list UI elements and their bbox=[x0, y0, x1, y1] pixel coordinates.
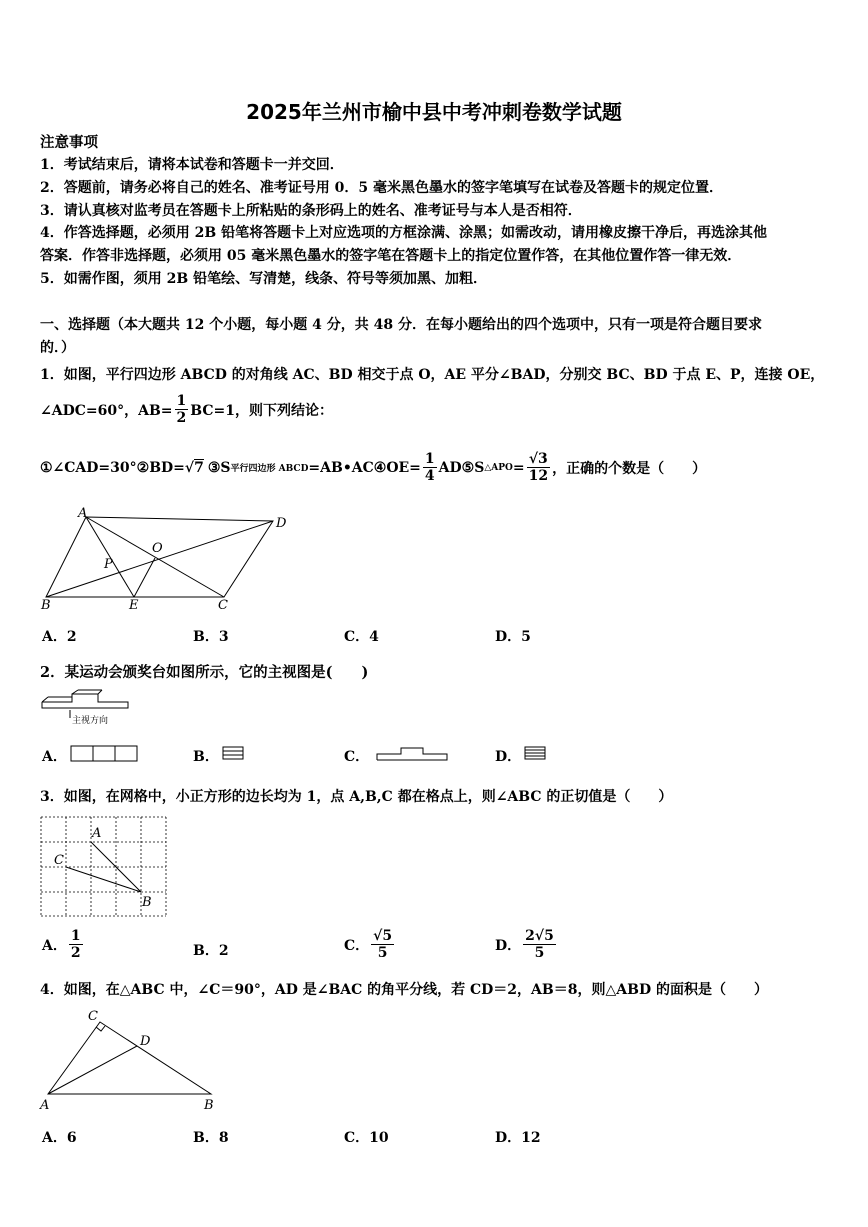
numerator: 2√5 bbox=[525, 928, 554, 944]
q4-option-c[interactable]: C．10 bbox=[344, 1130, 389, 1146]
option-c-shape bbox=[375, 744, 450, 764]
label-d: D bbox=[140, 1034, 151, 1049]
q2-option-d[interactable]: D． bbox=[495, 749, 522, 765]
label-b: B bbox=[204, 1098, 214, 1113]
section-heading-cont: 的．） bbox=[40, 340, 75, 356]
segment-cb bbox=[66, 867, 141, 892]
podium-edge bbox=[98, 690, 102, 694]
q1-tail: ，正确的个数是（ ） bbox=[552, 460, 707, 477]
q4-stem: 4．如图，在△ABC 中，∠C＝90°，AD 是∠BAC 的角平分线，若 CD＝2，AB＝8，则△ABD 的面积是（ ） bbox=[40, 982, 768, 998]
q1-c5-eq: = bbox=[512, 459, 525, 476]
triangle-figure bbox=[38, 1005, 228, 1115]
denominator: 5 bbox=[534, 945, 545, 961]
label-b: B bbox=[41, 598, 51, 613]
q1-c3-sub: 平行四边形 ABCD bbox=[230, 464, 309, 474]
triangle-abc bbox=[48, 1022, 211, 1094]
podium-front bbox=[42, 694, 128, 708]
label-a: A bbox=[78, 506, 88, 521]
notice-item: 1．考试结束后，请将本试卷和答题卡一并交回． bbox=[40, 157, 344, 173]
label-a: A bbox=[92, 826, 102, 841]
q1-option-b[interactable]: B．3 bbox=[193, 629, 229, 645]
q2-option-b[interactable]: B． bbox=[193, 749, 219, 765]
numerator: 1 bbox=[176, 393, 187, 409]
option-letter: B． bbox=[193, 943, 219, 959]
fraction bbox=[523, 928, 556, 961]
label-c: C bbox=[54, 853, 64, 868]
option-a-shape bbox=[70, 744, 140, 764]
podium-edge bbox=[42, 697, 48, 702]
numerator: √5 bbox=[373, 928, 393, 944]
outer-rect bbox=[223, 747, 243, 759]
sqrt-value: 7 bbox=[194, 460, 204, 476]
denominator: 2 bbox=[176, 410, 187, 426]
q3-option-d[interactable] bbox=[495, 928, 558, 961]
q1-stem: 1．如图，平行四边形 ABCD 的对角线 AC、BD 相交于点 O，AE 平分∠BAD，分别交 BC、BD 于点 E、P，连接 OE， bbox=[40, 367, 825, 383]
q1-conclusions bbox=[40, 451, 706, 484]
fraction bbox=[423, 451, 437, 484]
section-heading: 一、选择题（本大题共 12 个小题，每小题 4 分，共 48 分．在每小题给出的四个选项中，只有一项是符合题目要求 bbox=[40, 317, 762, 333]
label-e: E bbox=[129, 598, 139, 613]
q1-c1: ①∠CAD=30°②BD= bbox=[40, 459, 185, 476]
fraction bbox=[371, 928, 394, 961]
notice-item: 答案．作答非选择题，必须用 05 毫米黑色墨水的签字笔在答题卡上的指定位置作答，在其他位置作答一律无效． bbox=[40, 248, 742, 264]
notice-heading: 注意事项 bbox=[40, 134, 98, 151]
option-d-shape bbox=[524, 746, 548, 762]
notice-item: 4．作答选择题，必须用 2B 铅笔将答题卡上对应选项的方框涂满、涂黑；如需改动，请用橡皮擦干净后，再选涂其他 bbox=[40, 225, 768, 241]
segment-ad bbox=[48, 1046, 137, 1094]
q1-c3b: =AB•AC④OE= bbox=[308, 459, 421, 476]
notice-item: 3．请认真核对监考员在答题卡上所粘贴的条形码上的姓名、准考证号与本人是否相符． bbox=[40, 203, 582, 219]
sqrt-sign: √ bbox=[184, 459, 195, 476]
q1-text: BC=1，则下列结论： bbox=[190, 402, 333, 419]
q3-option-c[interactable] bbox=[344, 928, 396, 961]
right-angle-mark bbox=[96, 1026, 105, 1031]
numerator: √3 bbox=[527, 451, 550, 468]
q1-text: ∠ADC=60°，AB= bbox=[40, 402, 173, 419]
label-a: A bbox=[40, 1098, 50, 1113]
numerator: 1 bbox=[424, 451, 435, 467]
q3-stem: 3．如图，在网格中，小正方形的边长均为 1，点 A,B,C 都在格点上，则∠ABC 的正切值是（ ） bbox=[40, 789, 673, 805]
label-c: C bbox=[88, 1009, 98, 1024]
denominator: 2 bbox=[70, 945, 81, 961]
parallelogram-abcd bbox=[46, 517, 273, 597]
q3-option-a[interactable] bbox=[42, 928, 85, 961]
parallelogram-figure bbox=[38, 505, 288, 615]
option-letter: D． bbox=[495, 937, 522, 954]
page-title: 2025年兰州市榆中县中考冲刺卷数学试题 bbox=[246, 100, 622, 124]
fraction bbox=[175, 393, 189, 426]
q3-option-b[interactable] bbox=[193, 940, 229, 960]
label-p: P bbox=[104, 557, 113, 572]
fraction bbox=[69, 928, 83, 961]
option-letter: A． bbox=[42, 937, 67, 954]
q1-stem-line2 bbox=[40, 393, 333, 426]
q4-option-a[interactable]: A．6 bbox=[42, 1130, 77, 1146]
label-c: C bbox=[218, 598, 228, 613]
view-direction-label: 主视方向 bbox=[72, 716, 109, 726]
denominator: 12 bbox=[528, 468, 549, 484]
notice-item: 5．如需作图，须用 2B 铅笔绘、写清楚，线条、符号等须加黑、加粗． bbox=[40, 271, 488, 287]
option-letter: C． bbox=[344, 937, 370, 954]
q1-c5-sub: △APO bbox=[484, 462, 513, 473]
diagonal-bd bbox=[46, 521, 273, 597]
q2-option-c[interactable]: C． bbox=[344, 749, 370, 765]
fraction bbox=[527, 451, 550, 484]
podium-figure bbox=[40, 688, 130, 728]
denominator: 4 bbox=[424, 468, 435, 484]
q2-stem: 2．某运动会颁奖台如图所示，它的主视图是( ) bbox=[40, 664, 369, 681]
q1-c4: AD⑤S bbox=[438, 459, 485, 476]
q4-option-d[interactable]: D．12 bbox=[495, 1130, 541, 1146]
q1-c3: ③S bbox=[207, 459, 231, 476]
outline bbox=[377, 748, 447, 760]
label-b: B bbox=[142, 895, 152, 910]
option-b-shape bbox=[222, 746, 246, 762]
numerator: 1 bbox=[70, 928, 81, 944]
podium-edge bbox=[72, 690, 78, 694]
q2-option-a[interactable]: A． bbox=[42, 749, 67, 765]
q1-option-a[interactable]: A．2 bbox=[42, 629, 77, 645]
notice-item: 2．答题前，请务必将自己的姓名、准考证号用 0．5 毫米黑色墨水的签字笔填写在试卷及答题卡的规定位置． bbox=[40, 180, 723, 196]
q1-option-d[interactable]: D．5 bbox=[495, 629, 531, 645]
q1-option-c[interactable]: C．4 bbox=[344, 629, 379, 645]
outer-rect bbox=[71, 746, 137, 761]
denominator: 5 bbox=[377, 945, 388, 961]
label-d: D bbox=[276, 516, 287, 531]
grid-figure bbox=[40, 816, 170, 920]
label-o: O bbox=[152, 541, 163, 556]
option-value: 2 bbox=[218, 943, 229, 959]
q4-option-b[interactable]: B．8 bbox=[193, 1130, 229, 1146]
